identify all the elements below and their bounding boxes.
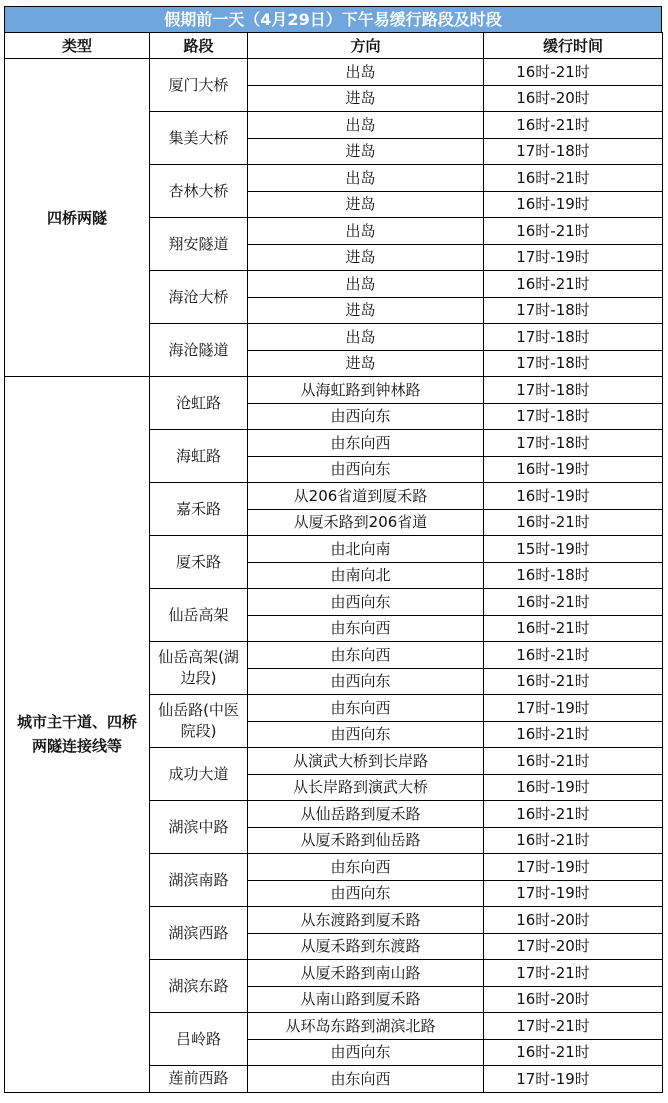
direction-cell: 出岛 [248,218,484,245]
time-cell: 16时-21时 [484,1039,663,1066]
road-cell: 湖滨东路 [150,960,248,1013]
time-cell: 16时-21时 [484,801,663,828]
time-cell: 16时-21时 [484,642,663,669]
road-cell: 莲前西路 [150,1066,248,1093]
direction-cell: 进岛 [248,191,484,218]
table-title: 假期前一天（4月29日）下午易缓行路段及时段 [4,6,662,32]
time-cell: 16时-19时 [484,774,663,801]
time-cell: 17时-19时 [484,695,663,722]
direction-cell: 由东向西 [248,615,484,642]
direction-cell: 由西向东 [248,880,484,907]
road-cell: 仙岳高架 [150,589,248,642]
time-cell: 16时-21时 [484,218,663,245]
traffic-table-container [4,6,662,1093]
road-cell: 仙岳路(中医院段) [150,695,248,748]
header-row [5,33,663,59]
direction-cell: 由西向东 [248,721,484,748]
direction-cell: 从206省道到厦禾路 [248,483,484,510]
road-cell: 吕岭路 [150,1013,248,1066]
header-type: 类型 [5,33,150,59]
road-cell: 厦门大桥 [150,59,248,112]
road-cell: 嘉禾路 [150,483,248,536]
header-time: 缓行时间 [484,33,663,59]
time-cell: 16时-21时 [484,827,663,854]
time-cell: 17时-21时 [484,960,663,987]
time-cell: 17时-18时 [484,138,663,165]
direction-cell: 由南向北 [248,562,484,589]
direction-cell: 进岛 [248,297,484,324]
category-cell: 城市主干道、四桥两隧连接线等 [5,377,150,1093]
time-cell: 16时-19时 [484,191,663,218]
direction-cell: 由东向西 [248,642,484,669]
time-cell: 15时-19时 [484,536,663,563]
direction-cell: 出岛 [248,59,484,86]
time-cell: 16时-21时 [484,509,663,536]
road-cell: 仙岳高架(湖边段) [150,642,248,695]
road-cell: 成功大道 [150,748,248,801]
direction-cell: 进岛 [248,350,484,377]
time-cell: 17时-19时 [484,880,663,907]
time-cell: 16时-18时 [484,562,663,589]
direction-cell: 从厦禾路到南山路 [248,960,484,987]
time-cell: 16时-21时 [484,165,663,192]
time-cell: 16时-19时 [484,456,663,483]
direction-cell: 出岛 [248,324,484,351]
direction-cell: 从厦禾路到206省道 [248,509,484,536]
traffic-table [4,32,663,1093]
road-cell: 集美大桥 [150,112,248,165]
time-cell: 16时-21时 [484,112,663,139]
direction-cell: 进岛 [248,85,484,112]
direction-cell: 从仙岳路到厦禾路 [248,801,484,828]
road-cell: 海虹路 [150,430,248,483]
time-cell: 16时-21时 [484,271,663,298]
direction-cell: 从环岛东路到湖滨北路 [248,1013,484,1040]
direction-cell: 出岛 [248,271,484,298]
road-cell: 厦禾路 [150,536,248,589]
time-cell: 16时-20时 [484,85,663,112]
time-cell: 17时-19时 [484,854,663,881]
road-cell: 湖滨西路 [150,907,248,960]
time-cell: 17时-19时 [484,244,663,271]
direction-cell: 从东渡路到厦禾路 [248,907,484,934]
table-row [5,59,663,86]
header-direction: 方向 [248,33,484,59]
time-cell: 16时-20时 [484,907,663,934]
header-road: 路段 [150,33,248,59]
direction-cell: 由西向东 [248,589,484,616]
direction-cell: 由北向南 [248,536,484,563]
direction-cell: 由西向东 [248,456,484,483]
time-cell: 16时-21时 [484,748,663,775]
time-cell: 17时-20时 [484,933,663,960]
direction-cell: 出岛 [248,165,484,192]
time-cell: 17时-19时 [484,1066,663,1093]
direction-cell: 从厦禾路到东渡路 [248,933,484,960]
road-cell: 翔安隧道 [150,218,248,271]
time-cell: 16时-19时 [484,483,663,510]
category-cell: 四桥两隧 [5,59,150,377]
time-cell: 16时-21时 [484,615,663,642]
direction-cell: 从厦禾路到仙岳路 [248,827,484,854]
direction-cell: 由西向东 [248,668,484,695]
direction-cell: 进岛 [248,138,484,165]
road-cell: 杏林大桥 [150,165,248,218]
time-cell: 17时-18时 [484,377,663,404]
road-cell: 湖滨中路 [150,801,248,854]
direction-cell: 进岛 [248,244,484,271]
time-cell: 17时-18时 [484,324,663,351]
road-cell: 海沧隧道 [150,324,248,377]
direction-cell: 由东向西 [248,695,484,722]
time-cell: 17时-18时 [484,297,663,324]
direction-cell: 从南山路到厦禾路 [248,986,484,1013]
direction-cell: 由东向西 [248,854,484,881]
direction-cell: 由西向东 [248,1039,484,1066]
time-cell: 17时-21时 [484,1013,663,1040]
time-cell: 16时-21时 [484,59,663,86]
road-cell: 沧虹路 [150,377,248,430]
road-cell: 海沧大桥 [150,271,248,324]
direction-cell: 由东向西 [248,1066,484,1093]
time-cell: 17时-18时 [484,430,663,457]
direction-cell: 从演武大桥到长岸路 [248,748,484,775]
direction-cell: 出岛 [248,112,484,139]
time-cell: 17时-18时 [484,403,663,430]
table-row [5,377,663,404]
time-cell: 17时-18时 [484,350,663,377]
direction-cell: 由西向东 [248,403,484,430]
road-cell: 湖滨南路 [150,854,248,907]
direction-cell: 由东向西 [248,430,484,457]
time-cell: 16时-20时 [484,986,663,1013]
direction-cell: 从海虹路到钟林路 [248,377,484,404]
table-body [5,59,663,1093]
time-cell: 16时-21时 [484,721,663,748]
direction-cell: 从长岸路到演武大桥 [248,774,484,801]
time-cell: 16时-21时 [484,589,663,616]
time-cell: 16时-21时 [484,668,663,695]
